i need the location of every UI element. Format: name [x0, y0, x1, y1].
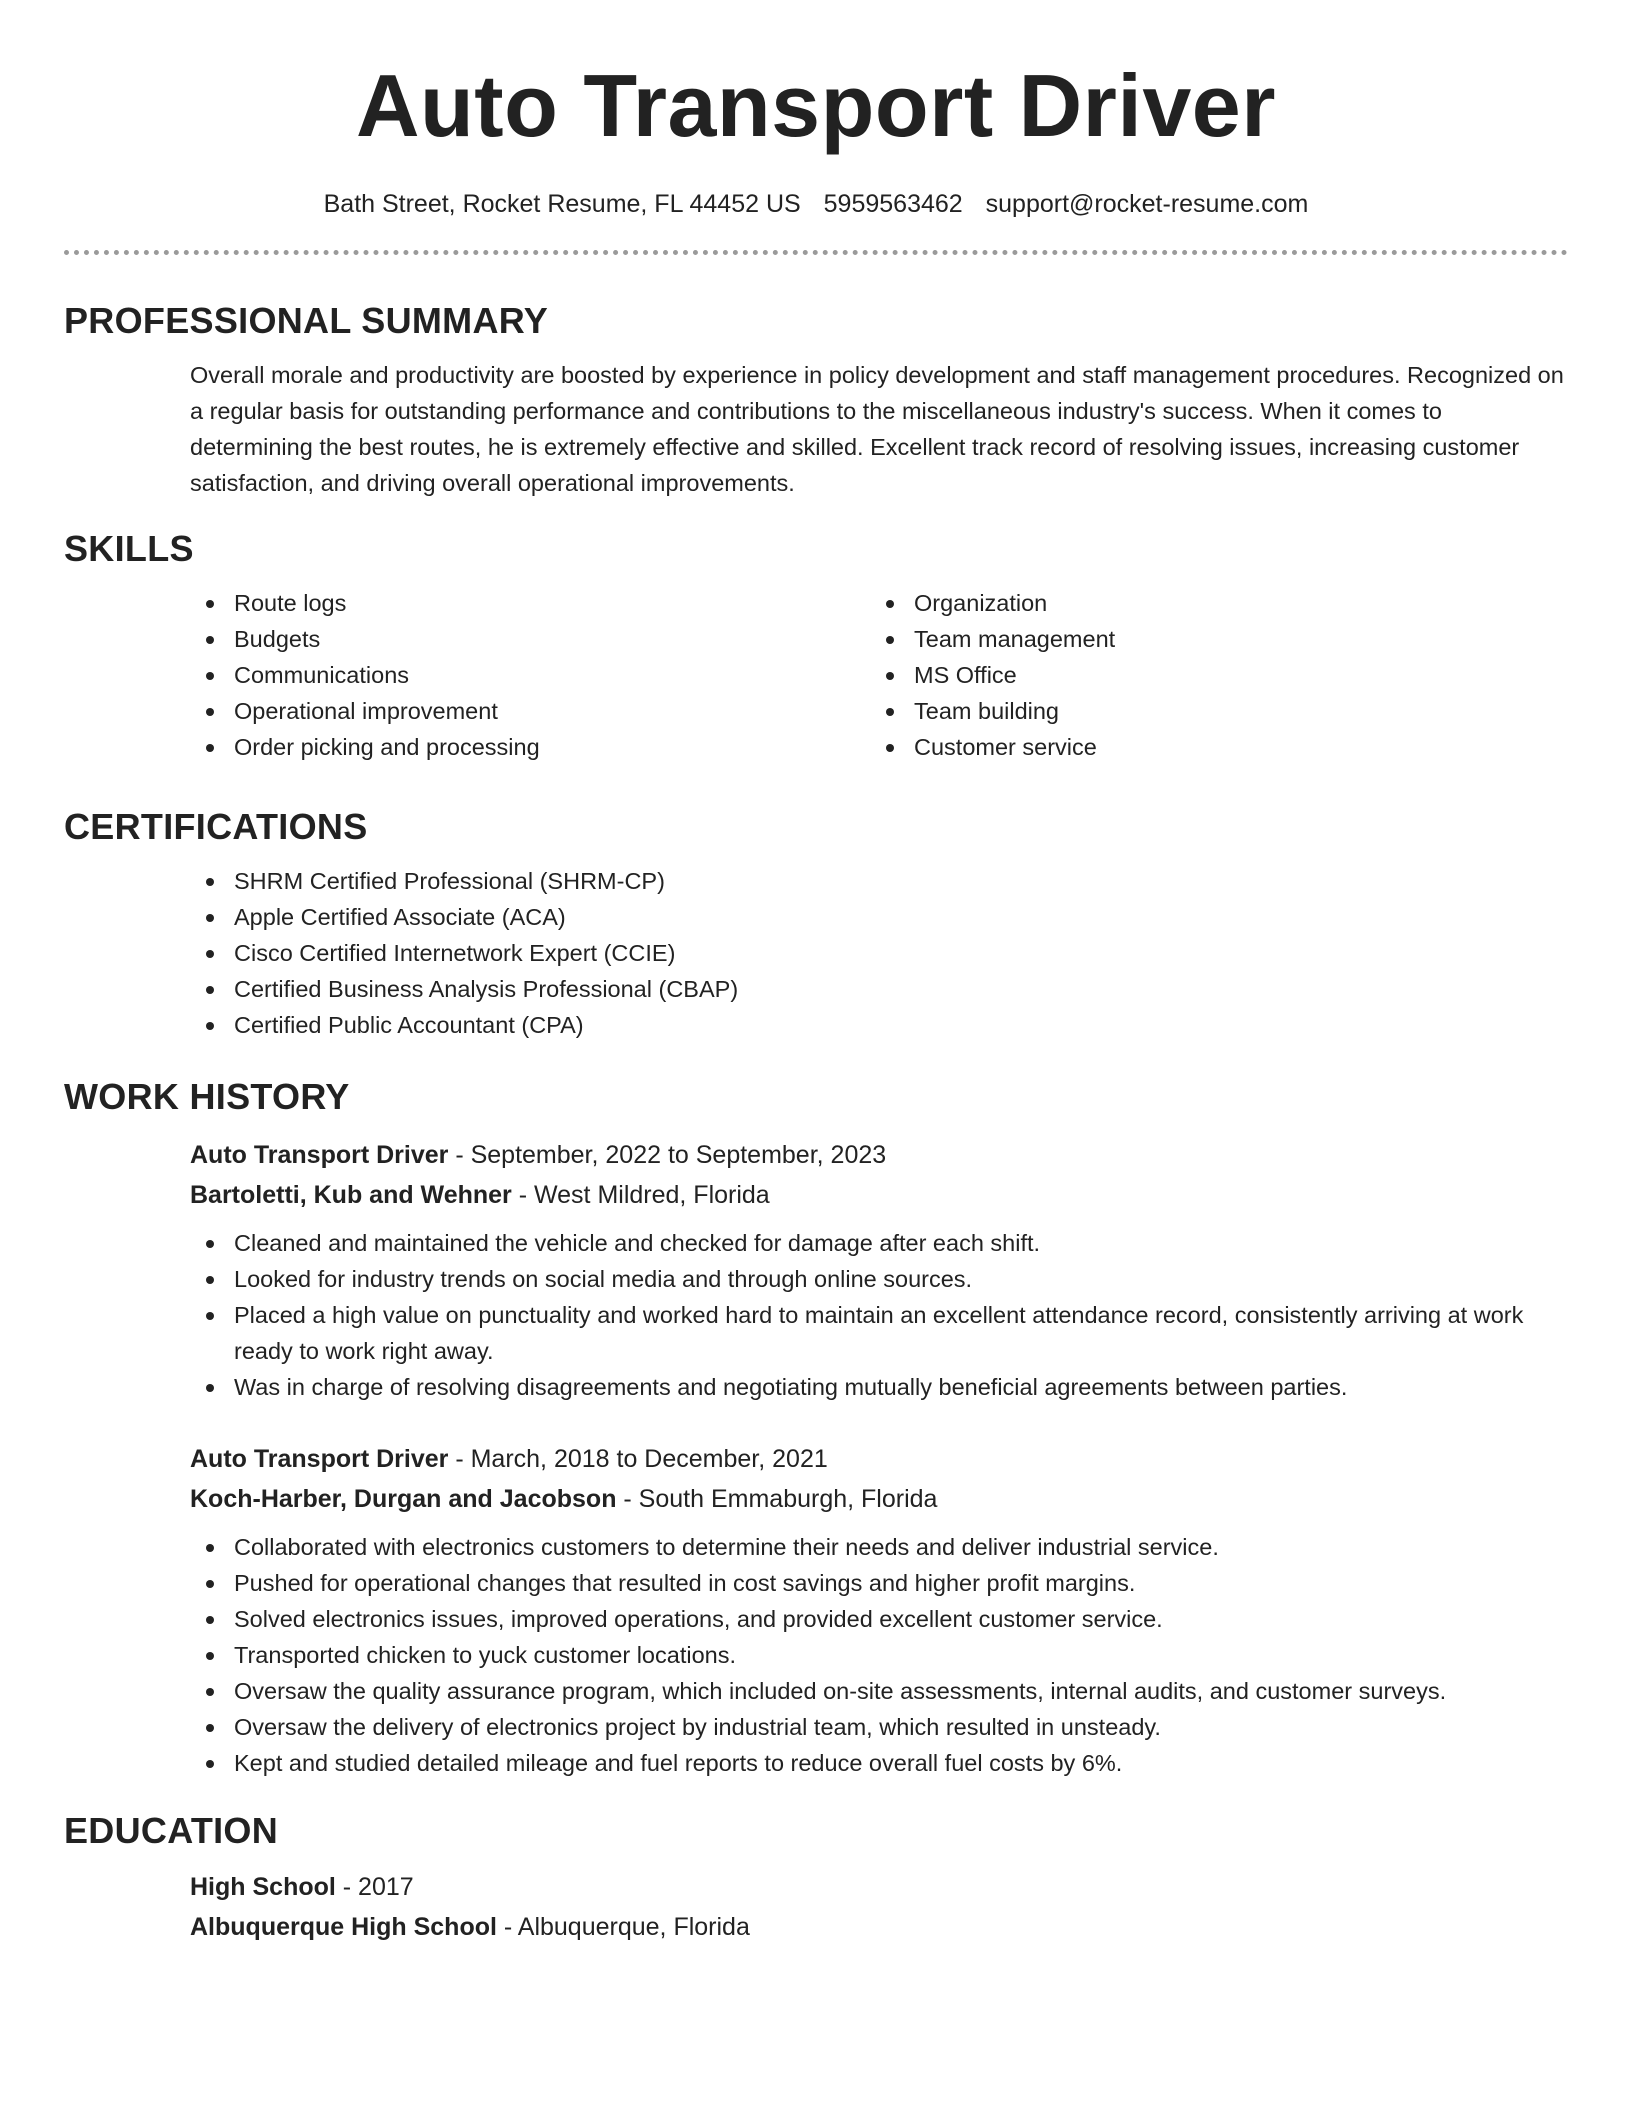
header-divider: [64, 250, 1568, 255]
list-item: Customer service: [870, 729, 1550, 765]
job-company-line: [190, 1479, 1568, 1519]
job-dates: - September, 2022 to September, 2023: [448, 1141, 887, 1169]
job-role: Auto Transport Driver: [190, 1445, 449, 1473]
education-school: Albuquerque High School: [190, 1913, 497, 1941]
education-degree-line: [190, 1867, 1568, 1907]
job-entry: [190, 1135, 1568, 1405]
job-company-line: [190, 1175, 1568, 1215]
summary-heading: PROFESSIONAL SUMMARY: [64, 300, 549, 341]
list-item: Looked for industry trends on social media and through online sources.: [190, 1261, 1568, 1297]
skills-heading: SKILLS: [64, 528, 194, 569]
list-item: Operational improvement: [190, 693, 870, 729]
contact-phone: 5959563462: [823, 190, 963, 218]
education-heading: EDUCATION: [64, 1810, 279, 1851]
skills-section: [64, 527, 1568, 765]
list-item: Kept and studied detailed mileage and fuel reports to reduce overall fuel costs by 6%.: [190, 1745, 1568, 1781]
resume-page: [64, 0, 1568, 1947]
list-item: Placed a high value on punctuality and worked hard to maintain an excellent attendance record, consistently arriving at work ready to work right away.: [190, 1297, 1568, 1369]
list-item: SHRM Certified Professional (SHRM-CP): [190, 863, 1568, 899]
list-item: Communications: [190, 657, 870, 693]
skills-column-right: [870, 585, 1550, 765]
list-item: Certified Public Accountant (CPA): [190, 1007, 1568, 1043]
list-item: Cleaned and maintained the vehicle and checked for damage after each shift.: [190, 1225, 1568, 1261]
candidate-name: Auto Transport Driver: [356, 56, 1276, 155]
certifications-heading: CERTIFICATIONS: [64, 806, 368, 847]
list-item: Collaborated with electronics customers to determine their needs and deliver industrial service.: [190, 1529, 1568, 1565]
certifications-list: [190, 863, 1568, 1043]
education-school-line: [190, 1907, 1568, 1947]
job-duties: [64, 1225, 1568, 1405]
certifications-section: [64, 805, 1568, 1043]
job-location: - West Mildred, Florida: [511, 1181, 770, 1209]
list-item: Route logs: [190, 585, 870, 621]
list-item: Was in charge of resolving disagreements and negotiating mutually beneficial agreements between parties.: [190, 1369, 1568, 1405]
education-location: - Albuquerque, Florida: [496, 1913, 750, 1941]
list-item: Cisco Certified Internetwork Expert (CCIE): [190, 935, 1568, 971]
list-item: Budgets: [190, 621, 870, 657]
list-item: Team management: [870, 621, 1550, 657]
work-history-section: [64, 1075, 1568, 1781]
job-company: Bartoletti, Kub and Wehner: [190, 1181, 512, 1209]
list-item: Pushed for operational changes that resulted in cost savings and higher profit margins.: [190, 1565, 1568, 1601]
list-item: Solved electronics issues, improved operations, and provided excellent customer service.: [190, 1601, 1568, 1637]
list-item: Team building: [870, 693, 1550, 729]
job-title-line: [190, 1439, 1568, 1479]
education-section: [64, 1809, 1568, 1947]
education-entry: [190, 1867, 1568, 1947]
job-duties: [64, 1529, 1568, 1781]
skills-grid: [190, 585, 1568, 765]
contact-email: support@rocket-resume.com: [985, 190, 1309, 218]
education-year: - 2017: [335, 1873, 414, 1901]
job-location: - South Emmaburgh, Florida: [616, 1485, 938, 1513]
list-item: Certified Business Analysis Professional (CBAP): [190, 971, 1568, 1007]
skills-column-left: [190, 585, 870, 765]
job-title-line: [190, 1135, 1568, 1175]
list-item: Apple Certified Associate (ACA): [190, 899, 1568, 935]
summary-section: [64, 299, 1568, 501]
work-history-heading: WORK HISTORY: [64, 1076, 350, 1117]
job-dates: - March, 2018 to December, 2021: [448, 1445, 828, 1473]
list-item: MS Office: [870, 657, 1550, 693]
job-role: Auto Transport Driver: [190, 1141, 449, 1169]
list-item: Organization: [870, 585, 1550, 621]
list-item: Oversaw the delivery of electronics project by industrial team, which resulted in unsteady.: [190, 1709, 1568, 1745]
list-item: Transported chicken to yuck customer locations.: [190, 1637, 1568, 1673]
education-degree: High School: [190, 1873, 336, 1901]
summary-text: Overall morale and productivity are boosted by experience in policy development and staff management procedures. Recognized on a regular basis for outstanding performance and contributions to the miscellaneous industry's success. When it comes to determining the best routes, he is extremely effective and skilled. Excellent track record of resolving issues, increasing customer satisfaction, and driving overall operational improvements.: [190, 362, 1564, 496]
list-item: Order picking and processing: [190, 729, 870, 765]
job-company: Koch-Harber, Durgan and Jacobson: [190, 1485, 617, 1513]
job-entry: [190, 1439, 1568, 1781]
list-item: Oversaw the quality assurance program, which included on-site assessments, internal audits, and customer surveys.: [190, 1673, 1568, 1709]
contact-address: Bath Street, Rocket Resume, FL 44452 US: [323, 190, 801, 218]
contact-line: [64, 186, 1568, 222]
